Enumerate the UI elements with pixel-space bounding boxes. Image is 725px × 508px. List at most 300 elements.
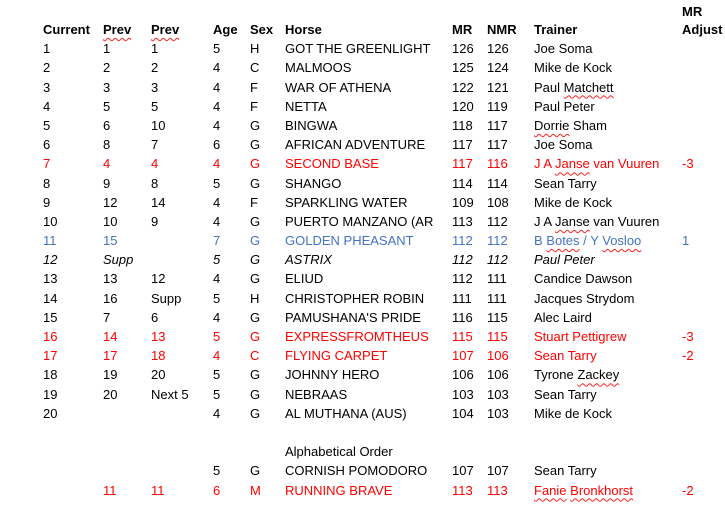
cell-current[interactable]: 17 <box>43 348 58 364</box>
cell-trainer[interactable]: Paul Peter <box>534 252 595 268</box>
cell-horse[interactable] <box>285 78 452 97</box>
cell-horse[interactable]: GOT THE GREENLIGHT <box>285 41 431 57</box>
word: 1 <box>682 233 690 249</box>
cell-prev-1[interactable]: 13 <box>103 271 118 287</box>
cell-sex[interactable]: G <box>250 271 261 287</box>
cell-age <box>213 442 250 461</box>
cell-horse[interactable]: CORNISH POMODORO <box>285 463 428 479</box>
cell-sex[interactable]: G <box>250 175 261 191</box>
misspelled-word: Matchett <box>563 79 614 95</box>
cell-prev-1[interactable]: 7 <box>103 309 111 325</box>
cell-current[interactable]: 4 <box>43 98 51 114</box>
cell-nmr[interactable]: 108 <box>487 194 509 210</box>
cell-age[interactable]: 5 <box>213 386 221 402</box>
cell-horse[interactable]: NEBRAAS <box>285 386 348 402</box>
cell-prev-1[interactable]: 16 <box>103 290 118 306</box>
word: 7 <box>43 156 51 172</box>
cell-trainer[interactable]: Alec Laird <box>534 309 592 325</box>
header-mr-adjust-line1[interactable]: MR <box>682 4 703 19</box>
cell-prev-2[interactable] <box>151 231 213 250</box>
cell-prev-2[interactable]: 18 <box>151 348 166 364</box>
word: 117 <box>487 117 508 133</box>
cell-sex[interactable]: C <box>250 348 260 364</box>
cell-trainer <box>534 442 682 461</box>
cell-mr-adjust[interactable] <box>682 250 725 269</box>
cell-horse[interactable] <box>285 481 452 500</box>
word: 18 <box>43 367 58 383</box>
cell-prev-1[interactable]: 5 <box>103 98 111 114</box>
cell-prev-2[interactable]: 8 <box>151 175 159 191</box>
word: JOHNNY <box>285 367 339 383</box>
word: 112 <box>452 233 473 249</box>
word: 11 <box>43 233 57 249</box>
misspelled-word: Bronkhorst <box>570 482 634 498</box>
word: / <box>583 233 587 249</box>
cell-sex[interactable]: G <box>250 252 261 268</box>
table-row <box>0 193 725 212</box>
cell-trainer[interactable] <box>534 154 682 173</box>
cell-mr[interactable]: 114 <box>452 175 473 191</box>
cell-mr[interactable]: 115 <box>452 329 473 344</box>
cell-horse[interactable]: EXPRESSFROMTHEUS <box>285 329 429 344</box>
misspelled-word: Zackey <box>577 367 620 383</box>
cell-trainer[interactable]: Jacques Strydom <box>534 290 635 306</box>
cell-mr[interactable]: 116 <box>452 309 473 325</box>
word: PHEASANT <box>343 233 414 249</box>
cell-age[interactable]: 4 <box>213 348 221 364</box>
misspelled-word: Fanie <box>534 482 567 498</box>
header-trainer-line1 <box>534 3 682 20</box>
cell-trainer[interactable] <box>534 78 682 97</box>
cell-trainer[interactable]: Candice Dawson <box>534 271 633 287</box>
cell-prev-2[interactable]: 2 <box>151 60 159 76</box>
cell-current[interactable]: 13 <box>43 271 58 287</box>
cell-age[interactable]: 5 <box>213 329 221 344</box>
cell-prev-1[interactable] <box>103 461 151 480</box>
section-row <box>0 442 725 461</box>
cell-current[interactable]: 15 <box>43 309 58 325</box>
word: Sham <box>573 117 607 133</box>
misspelled-word: Janse <box>555 156 590 172</box>
cell-prev-2[interactable]: 5 <box>151 98 159 114</box>
cell-sex[interactable]: G <box>250 386 261 402</box>
cell-nmr[interactable] <box>487 154 534 173</box>
table-row <box>0 250 725 269</box>
cell-trainer[interactable] <box>534 116 682 135</box>
cell-sex[interactable] <box>250 116 285 135</box>
cell-mr-adjust[interactable] <box>682 212 725 231</box>
cell-prev-2[interactable] <box>151 154 213 173</box>
cell-prev-2[interactable] <box>151 116 213 135</box>
word: van <box>593 213 615 229</box>
cell-nmr[interactable]: 115 <box>487 309 508 325</box>
cell-prev-1[interactable]: 12 <box>103 194 118 210</box>
cell-mr[interactable] <box>452 154 487 173</box>
cell-age[interactable]: 4 <box>213 98 221 114</box>
cell-mr[interactable]: 109 <box>452 194 474 210</box>
cell-sex[interactable] <box>250 481 285 500</box>
cell-current[interactable]: 19 <box>43 386 58 402</box>
cell-mr[interactable]: 112 <box>452 252 473 268</box>
word: 4 <box>151 156 159 172</box>
cell-current[interactable] <box>43 116 103 135</box>
cell-horse[interactable]: MALMOOS <box>285 60 352 76</box>
cell-trainer[interactable]: Joe Soma <box>534 41 593 57</box>
cell-trainer[interactable]: Mike de Kock <box>534 405 613 421</box>
cell-mr[interactable]: 117 <box>452 137 473 153</box>
cell-mr-adjust[interactable] <box>682 385 725 404</box>
cell-age[interactable]: 4 <box>213 271 221 287</box>
cell-sex[interactable]: C <box>250 60 260 76</box>
word: 5 <box>43 117 51 133</box>
cell-sex[interactable]: H <box>250 41 260 57</box>
header-nmr-line1 <box>487 3 534 20</box>
cell-horse[interactable] <box>285 116 452 135</box>
cell-nmr[interactable]: 103 <box>487 386 509 402</box>
cell-trainer[interactable]: Sean Tarry <box>534 386 597 402</box>
cell-prev-2[interactable] <box>151 212 213 231</box>
cell-age[interactable] <box>213 212 250 231</box>
cell-prev-1[interactable]: 1 <box>103 41 111 57</box>
word: 19 <box>103 367 118 383</box>
cell-prev-1[interactable]: 17 <box>103 348 118 364</box>
cell-mr[interactable]: 120 <box>452 98 474 114</box>
cell-mr[interactable] <box>452 231 487 250</box>
cell-mr-adjust[interactable] <box>682 116 725 135</box>
cell-mr-adjust[interactable] <box>682 78 725 97</box>
cell-age[interactable] <box>213 78 250 97</box>
cell-nmr[interactable]: 107 <box>487 463 509 479</box>
cell-prev-2[interactable] <box>151 481 213 500</box>
cell-trainer[interactable]: Joe Soma <box>534 137 593 153</box>
cell-age[interactable]: 4 <box>213 60 221 76</box>
word: BRAVE <box>349 482 393 498</box>
cell-trainer[interactable]: Mike de Kock <box>534 60 613 76</box>
cell-age[interactable]: 5 <box>213 290 221 306</box>
table-row <box>0 461 725 480</box>
cell-current[interactable]: 8 <box>43 175 51 191</box>
cell-age[interactable] <box>213 481 250 500</box>
cell-current[interactable] <box>43 461 103 480</box>
cell-horse[interactable] <box>285 231 452 250</box>
cell-horse[interactable]: ELIUD <box>285 271 324 287</box>
header-mr-line1 <box>452 3 487 20</box>
cell-nmr[interactable] <box>487 231 534 250</box>
cell-current[interactable]: 9 <box>43 194 51 210</box>
cell-nmr[interactable]: 103 <box>487 405 509 421</box>
cell-nmr[interactable]: 124 <box>487 60 509 76</box>
cell-age[interactable]: 6 <box>213 137 221 153</box>
cell-current[interactable] <box>43 231 103 250</box>
cell-current[interactable]: 14 <box>43 290 58 306</box>
cell-current[interactable] <box>43 212 103 231</box>
cell-prev-2[interactable]: 7 <box>151 137 159 153</box>
word: A <box>543 213 552 229</box>
cell-current[interactable] <box>43 481 103 500</box>
header-sex[interactable]: Sex <box>250 22 274 37</box>
header-prev-1[interactable] <box>103 20 151 39</box>
cell-age[interactable]: 4 <box>213 194 221 210</box>
cell-nmr[interactable]: 115 <box>487 329 508 344</box>
cell-mr[interactable] <box>452 212 487 231</box>
word: M <box>250 482 261 498</box>
word: 113 <box>487 482 508 498</box>
word: 9 <box>151 213 159 229</box>
cell-nmr[interactable] <box>487 365 534 384</box>
cell-prev-1[interactable] <box>103 154 151 173</box>
cell-sex[interactable]: G <box>250 137 261 153</box>
cell-sex[interactable] <box>250 231 285 250</box>
table-row <box>0 154 725 173</box>
word: J <box>534 213 541 229</box>
header-horse[interactable]: Horse <box>285 22 322 37</box>
cell-prev-1[interactable] <box>103 481 151 500</box>
cell-prev-2[interactable]: 12 <box>151 271 166 287</box>
ratings-table <box>0 3 725 500</box>
header-mr[interactable]: MR <box>452 22 473 37</box>
cell-trainer[interactable] <box>534 231 682 250</box>
cell-age[interactable]: 4 <box>213 309 221 325</box>
header-mr-adjust[interactable]: Adjust <box>682 22 723 37</box>
cell-current[interactable]: 6 <box>43 137 51 153</box>
cell-nmr[interactable]: 119 <box>487 98 508 114</box>
cell-mr-adjust[interactable]: -3 <box>682 329 694 344</box>
cell-prev-2[interactable] <box>151 365 213 384</box>
word: 4 <box>213 79 221 95</box>
table-row <box>0 116 725 135</box>
cell-horse[interactable]: AFRICAN ADVENTURE <box>285 137 426 153</box>
word: G <box>250 367 261 383</box>
word: SECOND <box>285 156 341 172</box>
cell-prev-1[interactable] <box>103 116 151 135</box>
cell-nmr[interactable]: 111 <box>487 271 507 287</box>
cell-mr-adjust[interactable] <box>682 289 725 308</box>
cell-nmr[interactable]: 111 <box>487 290 507 306</box>
cell-trainer[interactable]: Sean Tarry <box>534 175 597 191</box>
cell-current[interactable] <box>43 365 103 384</box>
cell-mr[interactable]: 126 <box>452 41 474 57</box>
cell-prev-1[interactable] <box>103 78 151 97</box>
cell-horse[interactable]: NETTA <box>285 98 327 114</box>
cell-prev-1[interactable]: 20 <box>103 386 118 402</box>
cell-prev-2[interactable]: 6 <box>151 309 159 325</box>
cell-horse[interactable]: ASTRIX <box>285 252 332 268</box>
cell-age[interactable] <box>213 365 250 384</box>
table-row <box>0 308 725 327</box>
cell-nmr[interactable]: 117 <box>487 137 508 153</box>
cell-horse[interactable] <box>285 212 452 231</box>
cell-prev-1[interactable] <box>103 231 151 250</box>
cell-prev-2[interactable]: Next 5 <box>151 386 189 402</box>
table-row <box>0 289 725 308</box>
header-trainer[interactable]: Trainer <box>534 22 578 37</box>
cell-mr[interactable]: 103 <box>452 386 474 402</box>
cell-trainer[interactable] <box>534 481 682 500</box>
cell-mr-adjust[interactable] <box>682 269 725 288</box>
cell-mr-adjust[interactable] <box>682 308 725 327</box>
cell-mr[interactable] <box>452 116 487 135</box>
cell-mr-adjust[interactable] <box>682 58 725 77</box>
cell-nmr[interactable] <box>487 481 534 500</box>
cell-trainer[interactable] <box>534 365 682 384</box>
cell-prev-1[interactable]: Supp <box>103 252 134 268</box>
word: 6 <box>213 482 221 498</box>
cell-sex[interactable]: G <box>250 463 261 479</box>
cell-trainer[interactable]: Stuart Pettigrew <box>534 329 627 344</box>
cell-mr-adjust[interactable] <box>682 404 725 423</box>
cell-age[interactable] <box>213 231 250 250</box>
cell-mr-adjust[interactable]: -2 <box>682 348 694 364</box>
cell-age[interactable]: 5 <box>213 41 221 57</box>
cell-mr[interactable]: 111 <box>452 290 472 306</box>
cell-nmr[interactable] <box>487 212 534 231</box>
header-current-line1 <box>43 3 103 20</box>
cell-sex[interactable]: F <box>250 98 258 114</box>
word: 113 <box>452 482 473 498</box>
cell-prev-2[interactable] <box>151 250 213 269</box>
misspelled-word: Vosloo <box>602 233 642 249</box>
cell-sex[interactable]: F <box>250 194 258 210</box>
cell-current[interactable]: 20 <box>43 405 58 421</box>
cell-mr-adjust[interactable] <box>682 461 725 480</box>
cell-sex[interactable]: H <box>250 290 260 306</box>
word: 3 <box>43 79 51 95</box>
cell-mr-adjust[interactable] <box>682 39 725 58</box>
cell-mr <box>452 442 487 461</box>
cell-sex[interactable]: G <box>250 309 261 325</box>
cell-age[interactable] <box>213 116 250 135</box>
cell-mr[interactable] <box>452 365 487 384</box>
cell-age[interactable]: 5 <box>213 252 221 268</box>
cell-horse[interactable]: FLYING CARPET <box>285 348 388 364</box>
cell-prev-1[interactable] <box>103 212 151 231</box>
cell-prev-2[interactable]: 1 <box>151 41 159 57</box>
header-prev-2[interactable] <box>151 20 213 39</box>
word: 4 <box>213 213 221 229</box>
cell-prev-1[interactable] <box>103 365 151 384</box>
cell-nmr[interactable]: 112 <box>487 252 508 268</box>
table-row <box>0 269 725 288</box>
cell-prev-2[interactable]: Supp <box>151 290 182 306</box>
cell-horse[interactable] <box>285 365 452 384</box>
cell-nmr[interactable] <box>487 78 534 97</box>
word: 20 <box>151 367 166 383</box>
cell-mr[interactable] <box>452 78 487 97</box>
cell-prev-1[interactable]: 8 <box>103 137 111 153</box>
cell-mr-adjust[interactable] <box>682 365 725 384</box>
cell-current[interactable]: 12 <box>43 252 58 268</box>
cell-current[interactable] <box>43 78 103 97</box>
misspelled-word: Dorrie <box>534 117 570 133</box>
cell-mr-adjust[interactable] <box>682 231 725 250</box>
cell-mr-adjust[interactable] <box>682 135 725 154</box>
cell-mr[interactable] <box>452 481 487 500</box>
cell-prev-1[interactable] <box>103 404 151 423</box>
cell-sex[interactable] <box>250 78 285 97</box>
cell-prev-2[interactable] <box>151 461 213 480</box>
cell-mr[interactable]: 112 <box>452 271 473 287</box>
cell-mr[interactable]: 125 <box>452 60 474 76</box>
cell-prev-1[interactable]: 9 <box>103 175 111 191</box>
word: RUNNING <box>285 482 346 498</box>
word: 10 <box>103 213 118 229</box>
cell-sex[interactable]: G <box>250 329 261 344</box>
word: G <box>250 156 261 172</box>
cell-nmr[interactable] <box>487 116 534 135</box>
cell-mr-adjust[interactable] <box>682 97 725 116</box>
cell-sex[interactable] <box>250 154 285 173</box>
cell-prev-2[interactable] <box>151 404 213 423</box>
cell-mr-adjust[interactable] <box>682 174 725 193</box>
cell-mr[interactable]: 104 <box>452 405 474 421</box>
cell-horse[interactable]: SHANGO <box>285 175 342 191</box>
cell-horse[interactable] <box>285 154 452 173</box>
header-current[interactable]: Current <box>43 22 90 37</box>
cell-horse[interactable]: SPARKLING WATER <box>285 194 408 210</box>
table-row <box>0 481 725 500</box>
cell-nmr[interactable]: 106 <box>487 348 509 364</box>
cell-age[interactable] <box>213 154 250 173</box>
cell-trainer[interactable]: Sean Tarry <box>534 463 597 479</box>
word: 121 <box>487 79 509 95</box>
cell-trainer[interactable]: Mike de Kock <box>534 194 613 210</box>
word: Y <box>590 233 599 249</box>
cell-prev-2[interactable]: 14 <box>151 194 166 210</box>
cell-trainer[interactable] <box>534 212 682 231</box>
cell-mr-adjust[interactable] <box>682 193 725 212</box>
cell-prev-1[interactable]: 2 <box>103 60 111 76</box>
section-label[interactable]: Alphabetical Order <box>285 444 393 460</box>
cell-horse[interactable]: AL MUTHANA (AUS) <box>285 405 407 421</box>
cell-current[interactable]: 1 <box>43 41 51 57</box>
cell-nmr[interactable]: 114 <box>487 175 508 191</box>
cell-sex[interactable]: G <box>250 405 261 421</box>
cell-trainer[interactable]: Paul Peter <box>534 98 595 114</box>
header-prev-1-line1 <box>103 3 151 20</box>
cell-prev-1[interactable]: 14 <box>103 329 118 344</box>
word: 113 <box>452 213 473 229</box>
cell-horse[interactable]: CHRISTOPHER ROBIN <box>285 290 425 306</box>
header-row-1 <box>0 3 725 20</box>
header-age[interactable]: Age <box>213 22 238 37</box>
cell-prev-2[interactable]: 13 <box>151 329 166 344</box>
word: -3 <box>682 156 694 172</box>
cell-mr-adjust[interactable] <box>682 154 725 173</box>
cell-nmr[interactable]: 126 <box>487 41 509 57</box>
header-nmr[interactable]: NMR <box>487 22 517 37</box>
cell-mr[interactable]: 107 <box>452 463 474 479</box>
cell-horse[interactable]: PAMUSHANA'S PRIDE <box>285 309 421 325</box>
cell-current[interactable]: 2 <box>43 60 51 76</box>
cell-sex <box>250 442 285 461</box>
cell-age[interactable]: 5 <box>213 463 221 479</box>
cell-age[interactable]: 4 <box>213 405 221 421</box>
cell-sex[interactable] <box>250 212 285 231</box>
cell-sex[interactable] <box>250 365 285 384</box>
word: BINGWA <box>285 117 338 133</box>
cell-mr-adjust[interactable] <box>682 481 725 500</box>
cell-prev-2[interactable] <box>151 78 213 97</box>
cell-current[interactable]: 16 <box>43 329 58 344</box>
cell-mr[interactable]: 107 <box>452 348 474 364</box>
misspelled-word: Botes <box>546 233 580 249</box>
cell-current[interactable] <box>43 154 103 173</box>
word: 106 <box>452 367 474 383</box>
word: (AR <box>410 213 434 229</box>
cell-trainer[interactable]: Sean Tarry <box>534 348 597 364</box>
cell-age[interactable]: 5 <box>213 175 221 191</box>
word: 10 <box>43 213 58 229</box>
